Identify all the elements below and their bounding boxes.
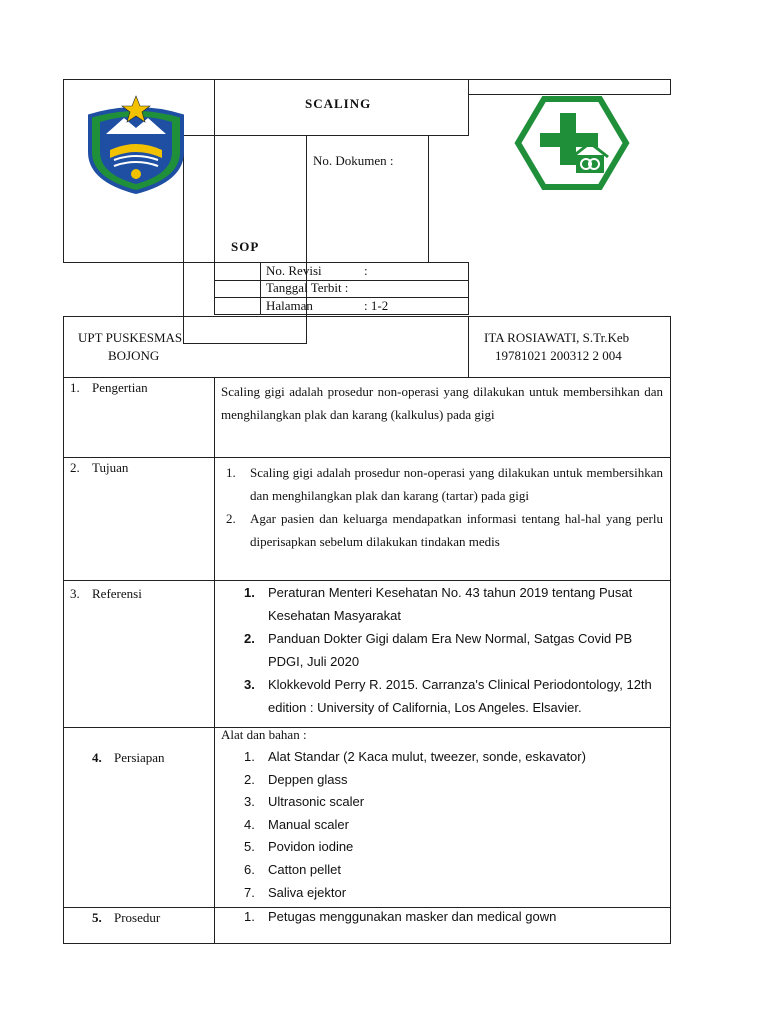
label-column-divider	[214, 378, 215, 944]
persiapan-intro: Alat dan bahan :	[221, 727, 307, 742]
prosedur-list	[244, 905, 664, 928]
issue-date-label: Tanggal Terbit :	[266, 280, 349, 295]
list-item: 7. Saliva ejektor	[244, 884, 347, 900]
section-label-persiapan: 4. Persiapan	[92, 750, 165, 765]
list-item: 1. Peraturan Menteri Kesehatan No. 43 tahun 2019 tentang Pusat Kesehatan Masyarakat	[244, 585, 633, 623]
document-title: SCALING	[305, 96, 372, 111]
list-item: 2. Agar pasien dan keluarga mendapatkan informasi tentang hal-hal yang perlu diperisapkan sebelum dilakukan tindakan medis	[226, 511, 663, 549]
list-item: 4. Manual scaler	[244, 816, 349, 832]
revision-label: No. Revisi	[266, 263, 322, 278]
section-label-tujuan: 2. Tujuan	[70, 460, 129, 475]
regency-emblem-icon	[84, 94, 188, 194]
tujuan-list	[226, 461, 663, 553]
row-divider-2	[63, 457, 671, 458]
referensi-list	[244, 581, 664, 719]
persiapan-list	[244, 746, 664, 904]
list-item: 1. Petugas menggunakan masker dan medical gown	[244, 909, 557, 924]
list-item: 3. Ultrasonic scaler	[244, 794, 365, 810]
list-item: 5. Povidon iodine	[244, 839, 354, 855]
org-column-divider	[468, 316, 469, 378]
row-divider-1	[63, 377, 671, 378]
page-row	[214, 297, 469, 315]
org-name-line1: UPT PUSKESMAS	[78, 330, 183, 345]
row-divider-4	[63, 727, 671, 728]
sop-label: SOP	[231, 239, 260, 254]
revision-row	[214, 262, 469, 281]
header-right-top-cell	[468, 79, 671, 95]
doc-no-label: No. Dokumen :	[313, 153, 394, 168]
list-item: 2. Panduan Dokter Gigi dalam Era New Normal, Satgas Covid PB PDGI, Juli 2020	[244, 631, 633, 669]
section-label-pengertian: 1. Pengertian	[70, 380, 148, 395]
org-name-line2: BOJONG	[108, 348, 160, 363]
list-item: 1. Alat Standar (2 Kaca mulut, tweezer, sonde, eskavator)	[244, 749, 586, 764]
puskesmas-logo-icon	[514, 95, 630, 191]
head-nip: 19781021 200312 2 004	[495, 348, 622, 363]
head-name: ITA ROSIAWATI, S.Tr.Keb	[484, 330, 630, 345]
section-label-referensi: 3. Referensi	[70, 586, 142, 601]
list-item: 1. Scaling gigi adalah prosedur non-operasi yang dilakukan untuk membersihkan dan menghilangkan plak dan karang (tartar) pada gigi	[226, 465, 663, 503]
list-item: 6. Catton pellet	[244, 861, 341, 877]
list-item: 3. Klokkevold Perry R. 2015. Carranza's Clinical Periodontology, 12th edition : University of California, Los Angeles. Elsavier.	[244, 677, 652, 715]
section-label-prosedur: 5. Prosedur	[92, 910, 161, 925]
list-item: 2. Deppen glass	[244, 771, 348, 787]
meta-divider	[260, 262, 261, 315]
pengertian-text: Scaling gigi adalah prosedur non-operasi yang dilakukan untuk membersihkan dan menghilangkan plak dan karang (kalkulus) pada gigi	[221, 384, 663, 422]
page-label: Halaman	[266, 298, 313, 313]
revision-colon: :	[364, 263, 368, 278]
page-value: : 1-2	[364, 298, 389, 313]
